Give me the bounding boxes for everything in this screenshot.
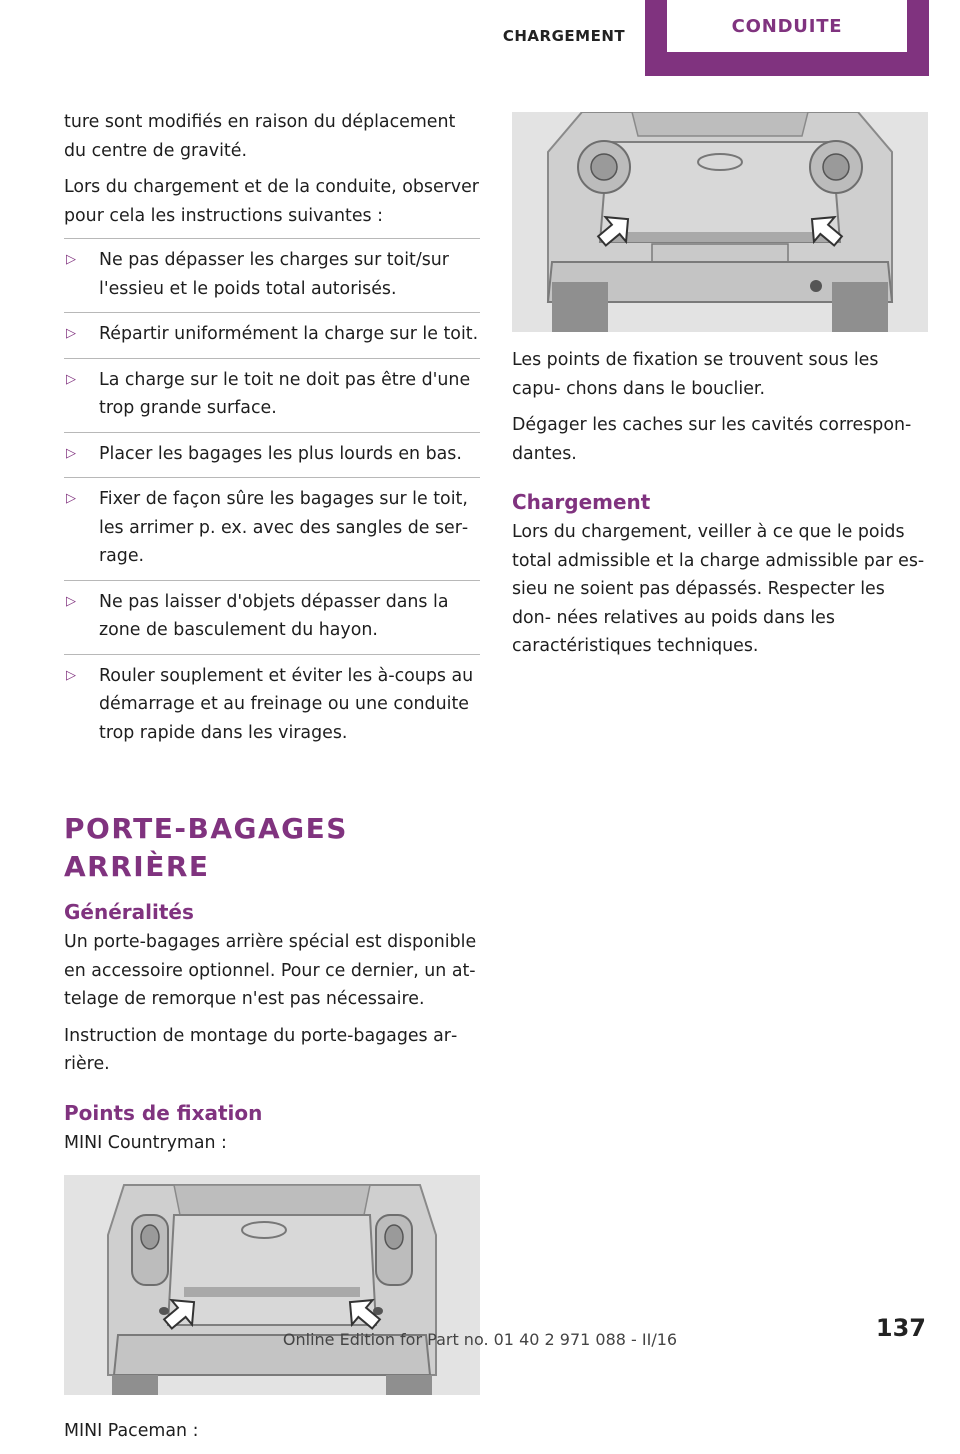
- section-title: PORTE-BAGAGES ARRIÈRE: [64, 812, 348, 883]
- intro-paragraph: ture sont modifiés en raison du déplacement du centre de gravité.: [64, 112, 456, 161]
- countryman-rear-illustration: [64, 1175, 480, 1395]
- fixation-paragraph: Les points de fixation se trouvent sous les capu‐ chons dans le bouclier.: [512, 350, 879, 399]
- countryman-label: MINI Countryman :: [64, 1132, 227, 1153]
- left-column: [64, 108, 480, 1454]
- footer-edition: Online Edition for Part no. 01 40 2 971 088 - II/16: [282, 1330, 678, 1349]
- list-item: [64, 359, 480, 433]
- paceman-rear-illustration: [512, 112, 928, 332]
- car-rear-icon: [512, 112, 928, 332]
- triangle-bullet-icon: ▷: [66, 491, 76, 506]
- subsection-title-fixation: Points de fixation: [64, 1100, 263, 1125]
- list-item: [64, 655, 480, 757]
- list-item: [64, 478, 480, 581]
- header-section-label: CHARGEMENT: [502, 27, 626, 45]
- right-column: [512, 108, 928, 669]
- list-item-text: Ne pas dépasser les charges sur toit/sur l'essieu et le poids total autorisés.: [99, 250, 449, 299]
- subsection-title-generalities: Généralités: [64, 900, 194, 924]
- car-rear-icon: [64, 1175, 480, 1395]
- subsection-title-loading: Chargement: [512, 490, 651, 514]
- list-item-text: Rouler souplement et éviter les à-coups au démarrage et au freinage ou une conduite trop rapide dans les virages.: [99, 665, 474, 743]
- list-item-text: La charge sur le toit ne doit pas être d'une trop grande surface.: [99, 369, 471, 418]
- list-item: [64, 313, 480, 359]
- list-item: [64, 238, 480, 313]
- page-number: 137: [875, 1314, 926, 1342]
- triangle-bullet-icon: ▷: [66, 326, 76, 341]
- triangle-bullet-icon: ▷: [66, 593, 76, 609]
- fixation-paragraph: Dégager les caches sur les cavités correspon‐ dantes.: [512, 415, 912, 464]
- generalities-paragraph: Instruction de montage du porte-bagages ar‐ rière.: [64, 1025, 458, 1074]
- list-item-text: Ne pas laisser d'objets dépasser dans la zone de basculement du hayon.: [99, 591, 449, 640]
- list-item: [64, 581, 480, 655]
- paceman-label: MINI Paceman :: [64, 1421, 199, 1441]
- list-item-text: Fixer de façon sûre les bagages sur le toit, les arrimer p. ex. avec des sangles de ser‐ rage.: [99, 489, 469, 566]
- header-chapter-tab[interactable]: [645, 0, 929, 76]
- triangle-bullet-icon: ▷: [66, 445, 76, 461]
- list-item-text: Placer les bagages les plus lourds en bas.: [99, 443, 462, 464]
- triangle-bullet-icon: ▷: [66, 371, 76, 387]
- triangle-bullet-icon: ▷: [66, 667, 76, 683]
- list-item-text: Répartir uniformément la charge sur le toit.: [99, 324, 479, 344]
- generalities-paragraph: Un porte-bagages arrière spécial est disponible en accessoire optionnel. Pour ce dernier, un at‐ telage de remorque n'est pas nécessaire.: [64, 932, 477, 1009]
- intro-paragraph: Lors du chargement et de la conduite, observer pour cela les instructions suivantes :: [64, 177, 479, 226]
- instruction-list: [64, 238, 480, 756]
- header-chapter-label: CONDUITE: [667, 0, 907, 52]
- triangle-bullet-icon: ▷: [66, 252, 76, 267]
- loading-paragraph: Lors du chargement, veiller à ce que le poids total admissible et la charge admissible par es‐ sieu ne soient pas dépassés. Respecter les don‐ nées relatives au poids dans les caractéristiques techniques.: [512, 522, 925, 656]
- list-item: [64, 433, 480, 479]
